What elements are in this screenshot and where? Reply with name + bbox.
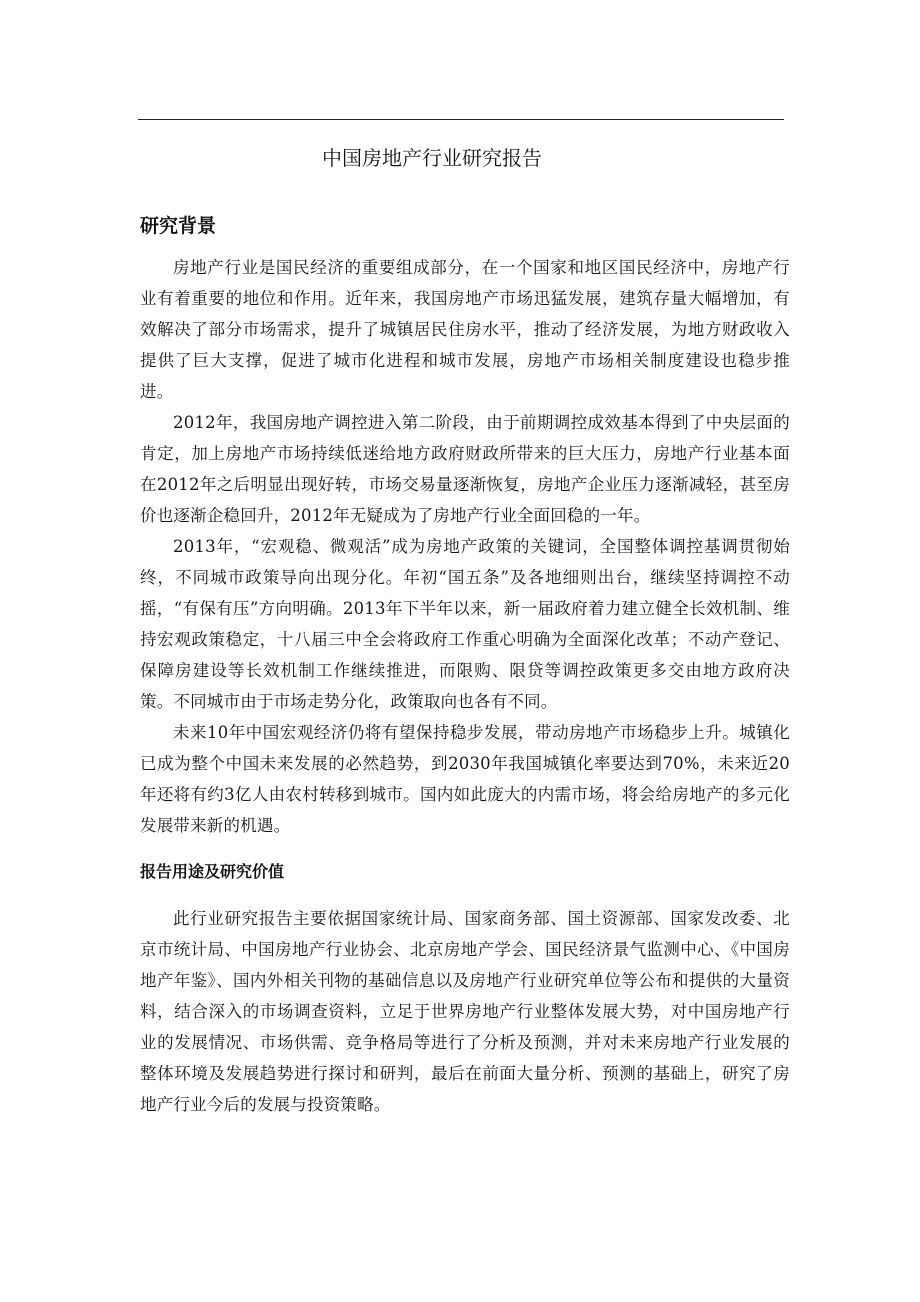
section-heading-background: 研究背景 xyxy=(140,215,217,237)
paragraph: 2013年，“宏观稳、微观活”成为房地产政策的关键词，全国整体调控基调贯彻始终，不同城市政策导向出现分化。年初“国五条”及各地细则出台，继续坚持调控不动摇，“有保有压”方向明确。2013年下半年以来，新一届政府着力建立健全长效机制、维持宏观政策稳定，十八届三中全会将政府工作重心明确为全面深化改革；不动产登记、保障房建设等长效机制工作继续推进，而限购、限贷等调控政策更多交由地方政府决策。不同城市由于市场走势分化，政策取向也各有不同。 xyxy=(140,537,790,711)
paragraph: 此行业研究报告主要依据国家统计局、国家商务部、国土资源部、国家发改委、北京市统计局、中国房地产行业协会、北京房地产学会、国民经济景气监测中心、《中国房地产年鉴》、国内外相关刊物的基础信息以及房地产行业研究单位等公布和提供的大量资料，结合深入的市场调查资料，立足于世界房地产行业整体发展大势，对中国房地产行业的发展情况、市场供需、竞争格局等进行了分析及预测，并对未来房地产行业发展的整体环境及发展趋势进行探讨和研判，最后在前面大量分析、预测的基础上，研究了房地产行业今后的发展与投资策略。 xyxy=(140,909,790,1114)
document-title: 中国房地产行业研究报告 xyxy=(322,146,542,170)
paragraph: 2012年，我国房地产调控进入第二阶段，由于前期调控成效基本得到了中央层面的肯定，加上房地产市场持续低迷给地方政府财政所带来的巨大压力，房地产行业基本面在2012年之后明显出现好转，市场交易量逐渐恢复，房地产企业压力逐渐减轻，甚至房价也逐渐企稳回升，2012年无疑成为了房地产行业全面回稳的一年。 xyxy=(140,413,790,525)
document-body xyxy=(140,204,790,1120)
header-rule xyxy=(138,119,784,120)
section-heading-purpose-value: 报告用途及研究价值 xyxy=(140,862,285,881)
paragraph: 房地产行业是国民经济的重要组成部分，在一个国家和地区国民经济中，房地产行业有着重要的地位和作用。近年来，我国房地产市场迅猛发展，建筑存量大幅增加，有效解决了部分市场需求，提升了城镇居民住房水平，推动了经济发展，为地方财政收入提供了巨大支撑，促进了城市化进程和城市发展，房地产市场相关制度建设也稳步推进。 xyxy=(140,258,790,401)
paragraph: 未来10年中国宏观经济仍将有望保持稳步发展，带动房地产市场稳步上升。城镇化已成为整个中国未来发展的必然趋势，到2030年我国城镇化率要达到70%，未来近20年还将有约3亿人由农村转移到城市。国内如此庞大的内需市场，将会给房地产的多元化发展带来新的机遇。 xyxy=(140,723,790,835)
